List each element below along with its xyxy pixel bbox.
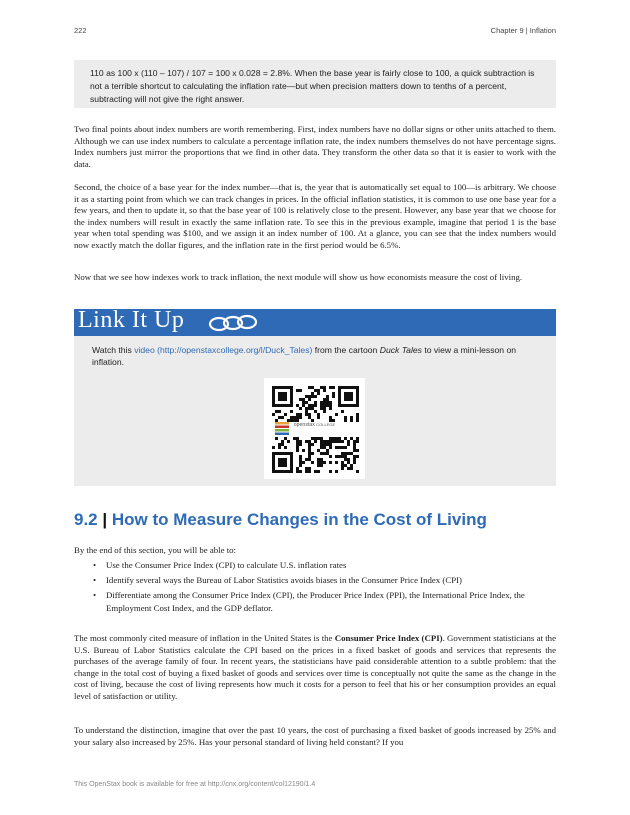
note-text: 110 as 100 x (110 – 107) / 107 = 100 x 0.028 = 2.8%. When the base year is fairly close to 100, a quick subtraction is not a terrible shortcut to calculating the inflation rate—but when precision matters down to tenths of a percent, subtracting will not give the right answer.: [90, 68, 535, 104]
link-it-up-title: Link It Up: [78, 307, 185, 333]
section-separator: |: [102, 510, 108, 529]
page-header: [74, 26, 556, 38]
paragraph-base-year: Second, the choice of a base year for the index number—that is, the year that is automatically set equal to 100—is arbitrary. We choose it as a starting point from which we can track changes in prices. In the official inflation statistics, it is common to use one base year for a few years, and then to update it, so that the base year of 100 is relatively close to the present. However, any base year that we choose for the index numbers will result in exactly the same inflation rate. To see this in the previous example, imagine that period 1 is the base year when total spending was $100, and we assign it an index number of 100. At a glance, you can see that the index numbers would now exactly match the dollar figures, and the inflation rate in the first period would be 6.5%.: [74, 182, 556, 250]
objectives-intro: By the end of this section, you will be able to:: [74, 545, 236, 555]
list-item: • Use the Consumer Price Index (CPI) to calculate U.S. inflation rates: [106, 559, 546, 572]
section-heading: [74, 510, 487, 530]
video-link[interactable]: video (http://openstaxcollege.org/l/Duck_Tales): [134, 345, 313, 355]
page-footer: This OpenStax book is available for free at http://cnx.org/content/col12190/1.4: [74, 781, 316, 788]
link-it-up-text: Watch this video (http://openstaxcollege.org/l/Duck_Tales) from the cartoon Duck Tales to view a mini-lesson on inflation.: [92, 345, 517, 367]
link-it-up-body: [74, 336, 556, 486]
section-number: 9.2: [74, 510, 98, 529]
note-box: [74, 60, 556, 108]
paragraph-next-module: Now that we see how indexes work to track inflation, the next module will show us how economists measure the cost of living.: [74, 272, 523, 282]
chain-link-icon: [207, 312, 263, 334]
qr-brand-label: [264, 422, 365, 428]
qr-code[interactable]: [264, 378, 365, 479]
chapter-title: Chapter 9 | Inflation: [490, 26, 556, 35]
paragraph-cpi-definition: The most commonly cited measure of inflation in the United States is the Consumer Price Index (CPI). Government statisticians at the U.S. Bureau of Labor Statistics calculate the CPI based on the prices in a fixed basket of goods and services that represents the purchases of the average family of four. In recent years, the statisticians have paid considerable attention to a subtle problem: that the change in the total cost of buying a fixed basket of goods and services over time is conceptually not quite the same as the change in the cost of living, because the cost of living represents how much it costs for a person to feel that his or her consumption provides an equal level of satisfaction or utility.: [74, 633, 556, 701]
qr-brand: openstax: [293, 422, 315, 428]
link-it-up-banner: [74, 309, 556, 336]
section-title: How to Measure Changes in the Cost of Living: [111, 510, 487, 529]
page-number: 222: [74, 26, 87, 35]
objectives-list: [106, 559, 546, 617]
qr-code-image: [264, 378, 365, 479]
qr-brand-suffix: COLLEGE: [316, 422, 336, 427]
cpi-term: Consumer Price Index (CPI): [334, 633, 443, 643]
paragraph-index-units: Two final points about index numbers are worth remembering. First, index numbers have no dollar signs or other units attached to them. Although we can use index numbers to calculate a percentage inflation rate, the index numbers themselves do not have percentage signs. Index numbers just mirror the proportions that we find in other data. They transform the other data so that it is easier to work with the data.: [74, 124, 556, 169]
list-item: • Differentiate among the Consumer Price Index (CPI), the Producer Price Index (PPI), the International Price Index, the Employment Cost Index, and the GDP deflator.: [106, 589, 546, 615]
paragraph-distinction: To understand the distinction, imagine that over the past 10 years, the cost of purchasing a fixed basket of goods increased by 25% and your salary also increased by 25%. Has your personal standard of living held constant? If you: [74, 725, 556, 747]
list-item: • Identify several ways the Bureau of Labor Statistics avoids biases in the Consumer Price Index (CPI): [106, 574, 546, 587]
